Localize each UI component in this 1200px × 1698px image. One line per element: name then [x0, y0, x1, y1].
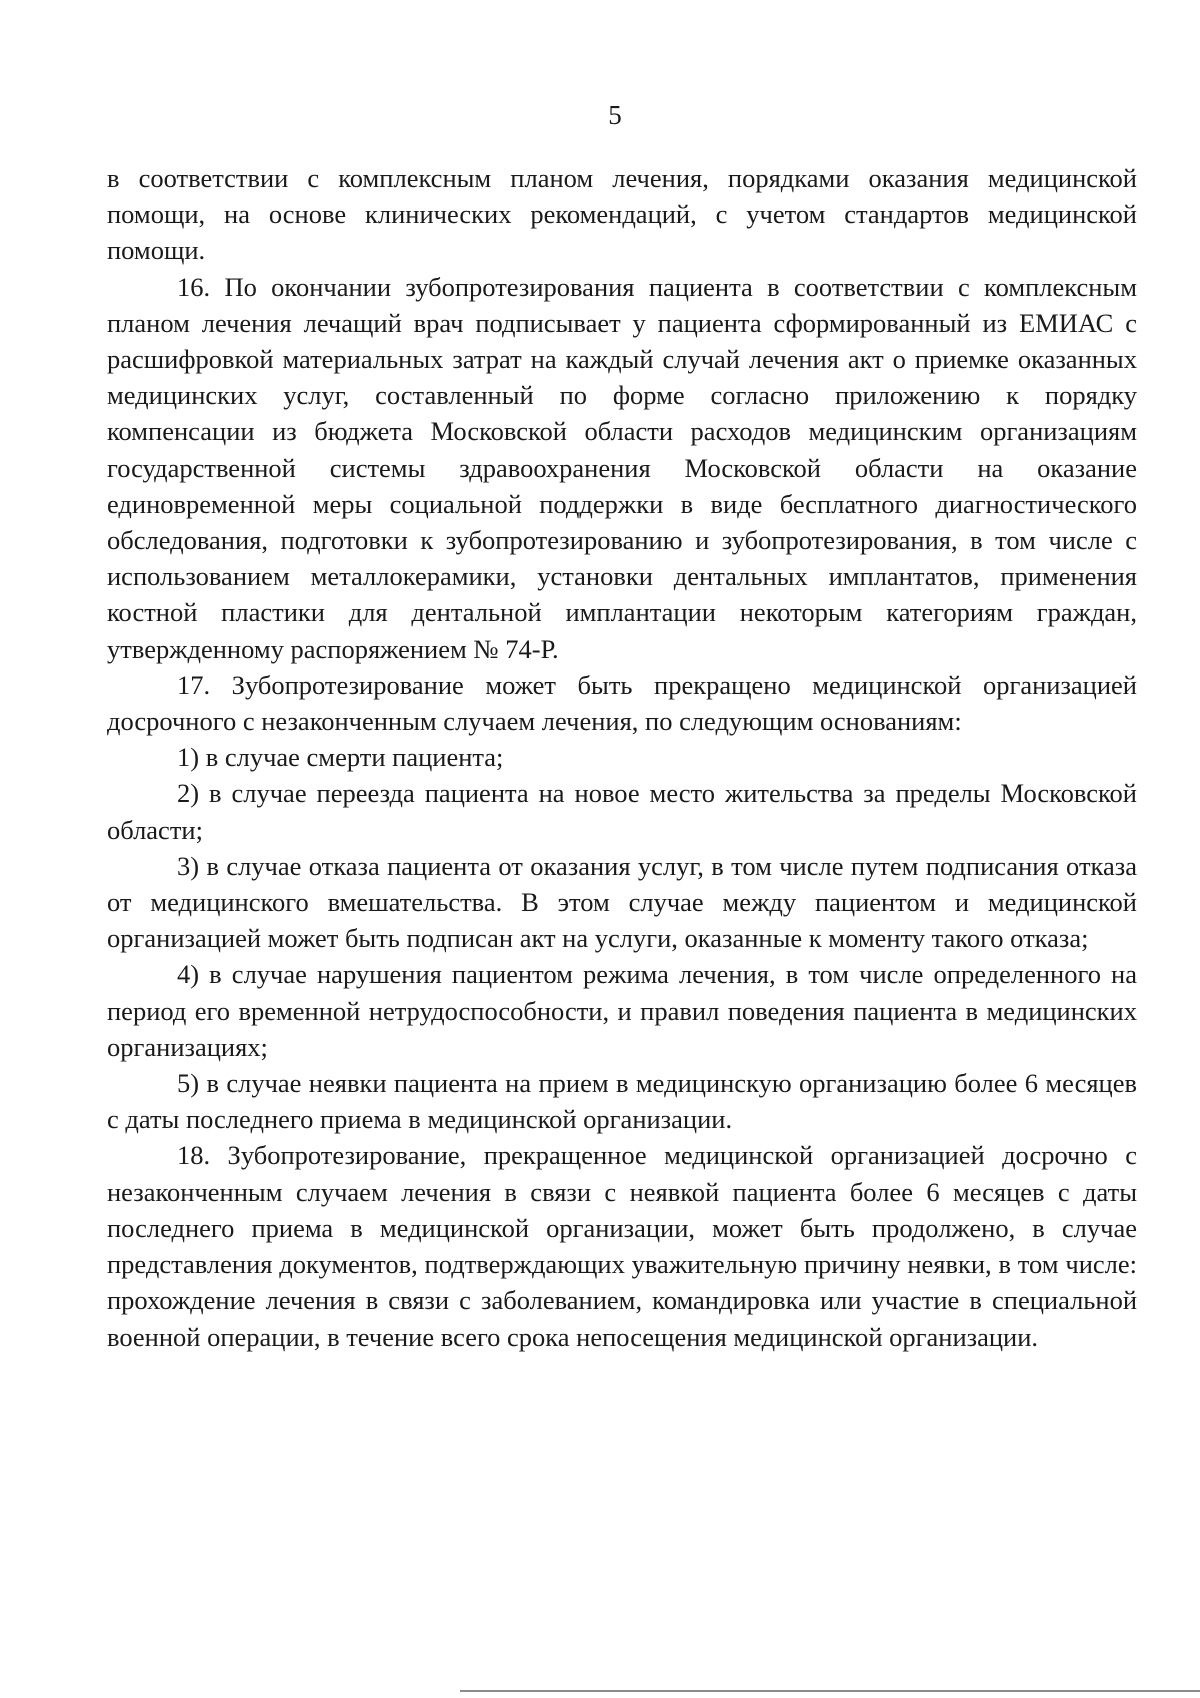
- paragraph-continuation: в соответствии с комплексным планом лечения, порядками оказания медицинской помощи, на основе клинических рекомендаций, с учетом стандартов медицинской помощи.: [107, 163, 1137, 266]
- list-item-2: 2) в случае переезда пациента на новое место жительства за пределы Московской области;: [107, 778, 1137, 845]
- scan-edge-line: [460, 1690, 1200, 1692]
- page-number: 5: [608, 100, 622, 130]
- list-item-3: 3) в случае отказа пациента от оказания услуг, в том числе путем подписания отказа от медицинского вмешательства. В этом случае между пациентом и медицинской организацией может быть подписан акт на услуги, оказанные к моменту такого отказа;: [107, 850, 1137, 954]
- document-body: [107, 160, 1137, 1355]
- list-item-4: 4) в случае нарушения пациентом режима лечения, в том числе определенного на период его временной нетрудоспособности, и правил поведения пациента в медицинских организациях;: [107, 959, 1137, 1062]
- list-item-5: 5) в случае неявки пациента на прием в медицинскую организацию более 6 месяцев с даты последнего приема в медицинской организации.: [107, 1068, 1137, 1135]
- paragraph-18: 18. Зубопротезирование, прекращенное медицинской организацией досрочно с незаконченным случаем лечения в связи с неявкой пациента более 6 месяцев с даты последнего приема в медицинской организации, может быть продолжено, в случае представления документов, подтверждающих уважительную причину неявки, в том числе: прохождение лечения в связи с заболеванием, командировка или участие в специальной военной операции, в течение всего срока непосещения медицинской организации.: [107, 1140, 1137, 1352]
- list-item-1: 1) в случае смерти пациента;: [177, 742, 504, 773]
- paragraph-17: 17. Зубопротезирование может быть прекращено медицинской организацией досрочного с незаконченным случаем лечения, по следующим основаниям:: [107, 669, 1137, 737]
- paragraph-16: 16. По окончании зубопротезирования пациента в соответствии с комплексным планом лечения лечащий врач подписывает у пациента сформированный из ЕМИАС с расшифровкой материальных затрат на каждый случай лечения акт о приемке оказанных медицинских услуг, составленный по форме согласно приложению к порядку компенсации из бюджета Московской области расходов медицинским организациям государственной системы здравоохранения Московской области на оказание единовременной меры социальной поддержки в виде бесплатного диагностического обследования, подготовки к зубопротезированию и зубопротезирования, в том числе с использованием металлокерамики, установки дентальных имплантатов, применения костной пластики для дентальной имплантации некоторым категориям граждан, утвержденному распоряжением № 74-Р.: [107, 271, 1137, 664]
